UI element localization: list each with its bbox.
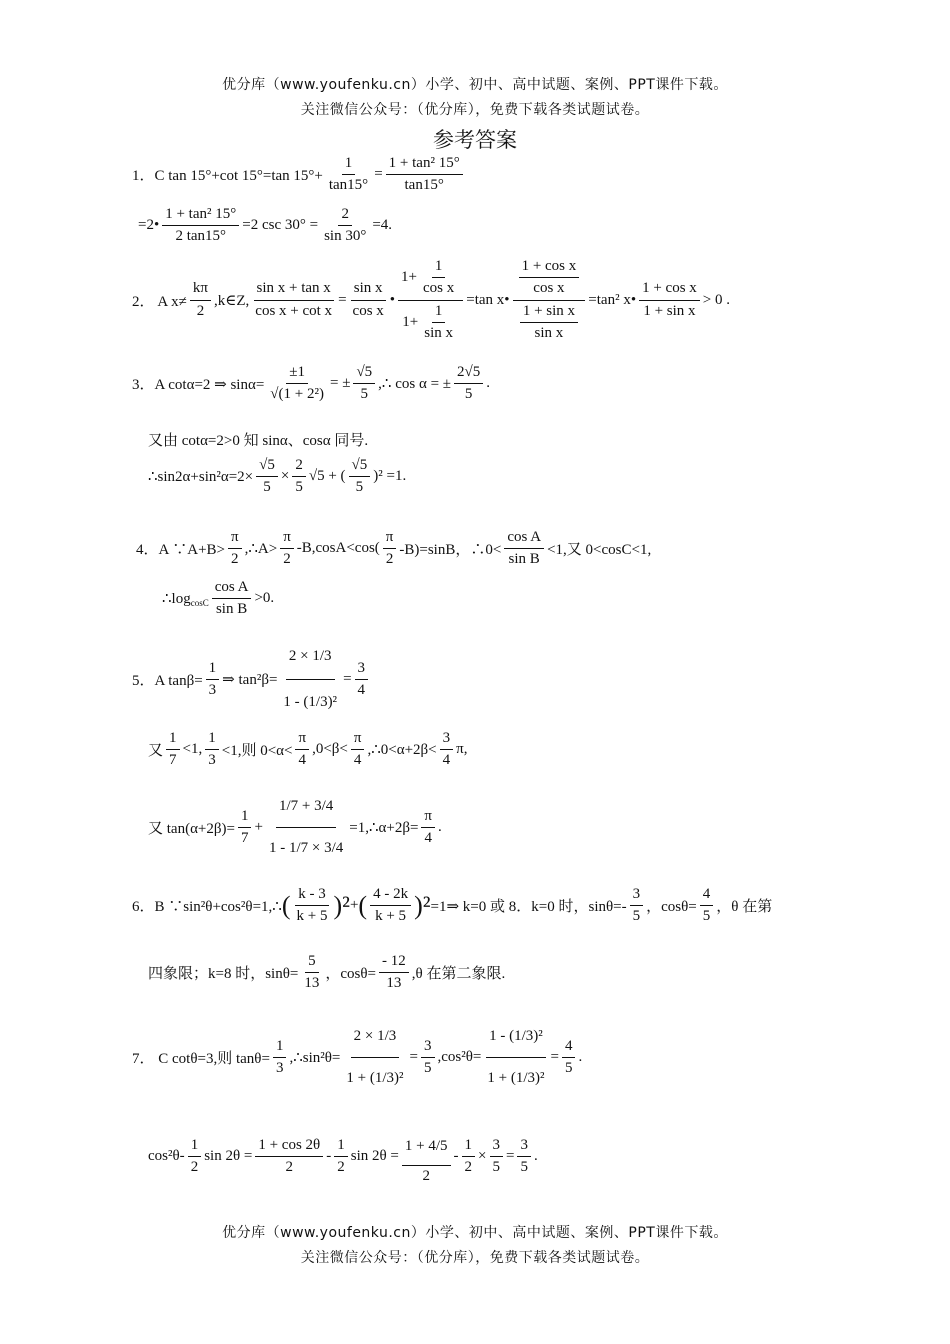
fraction	[519, 258, 580, 298]
answer-4-line-2	[162, 579, 274, 619]
fraction	[353, 364, 375, 404]
denominator: 2	[196, 302, 205, 319]
numerator: 4 - 2k	[370, 886, 411, 906]
answer-3-line-3	[148, 457, 406, 497]
text: ,∴ cos α = ±	[378, 376, 452, 393]
text: -	[453, 1148, 459, 1165]
numerator: 1 + tan² 15°	[386, 155, 463, 175]
answer-6-line-1: 6．B ∵sin²θ+cos²θ=1,∴ ( $\frac{k - 3}{k + 5}$ )² + ( $\frac{4 - 2k}{k + 5}$ )² =1⇒ k=0 或 8．k=0 时，sinθ=- $\frac{3}{5}$ ，cosθ= $\frac{4}{5}$ ，θ 在第	[132, 886, 773, 925]
fraction	[379, 953, 409, 993]
denominator: cos x + cot x	[255, 302, 333, 319]
text: = ±	[329, 375, 351, 392]
text: ,∴A>	[244, 541, 278, 558]
fraction	[520, 303, 578, 343]
text: 又由 cotα=2>0 知 sinα、cosα 同号.	[148, 433, 369, 449]
fraction	[321, 206, 369, 246]
text: ,cos²θ=	[437, 1049, 482, 1066]
denominator: 5	[464, 386, 473, 403]
text: <1,	[182, 741, 203, 758]
denominator: 5	[424, 1060, 432, 1077]
numerator: 1 + sin x	[520, 303, 578, 323]
text: ,k∈Z,	[214, 292, 250, 309]
denominator: 3	[275, 1060, 284, 1077]
footer-line-1: 优分库（www.youfenku.cn）小学、初中、高中试题、案例、PPT课件下载。	[222, 1225, 728, 1241]
fraction	[256, 457, 278, 497]
fraction	[228, 529, 242, 569]
numerator: √5	[256, 457, 278, 477]
text: ,θ 在第二象限.	[411, 966, 506, 983]
numerator: cos A	[212, 579, 252, 599]
fraction	[421, 1038, 435, 1078]
numerator: π	[295, 730, 309, 750]
text: =	[506, 1148, 515, 1165]
fraction	[266, 786, 346, 870]
fraction	[280, 634, 340, 726]
denominator: 2	[422, 1168, 430, 1185]
fraction	[188, 1137, 202, 1177]
answer-3-line-2	[148, 429, 368, 450]
text: ∴log	[162, 591, 191, 608]
denominator: 2	[190, 1159, 199, 1176]
numerator: 3	[355, 660, 369, 680]
fraction	[273, 1038, 287, 1078]
numerator: cos A	[504, 529, 544, 549]
numerator: 1	[432, 258, 446, 278]
text: ，cosθ=	[325, 966, 377, 983]
denominator: tan15°	[328, 177, 369, 194]
text: 4．A ∵A+B>	[136, 542, 226, 559]
denominator: √(1 + 2²)	[270, 386, 324, 403]
fraction	[294, 886, 331, 926]
denominator: 2	[464, 1159, 473, 1176]
denominator: tan15°	[404, 177, 444, 194]
numerator: π	[421, 808, 435, 828]
text: 1．C tan 15°+cot 15°=tan 15°+	[132, 168, 323, 185]
text: <1,又 0<cosC<1,	[547, 542, 652, 559]
denominator: sin 30°	[324, 228, 367, 245]
numerator: 1	[342, 155, 356, 175]
denominator: sin B	[508, 551, 540, 568]
fraction	[351, 730, 365, 770]
answer-5-line-2	[148, 730, 467, 770]
denominator: k + 5	[375, 908, 407, 925]
text: .	[486, 375, 490, 392]
text: =2 csc 30° =	[242, 217, 319, 234]
text: 3．A cotα=2 ⇒ sinα=	[132, 377, 265, 394]
fraction	[252, 280, 335, 320]
denominator: 2	[285, 1159, 294, 1176]
denominator: sin B	[215, 601, 248, 618]
text: 1+	[402, 313, 419, 330]
fraction	[162, 206, 239, 246]
text: √5 + (	[308, 468, 346, 485]
numerator	[513, 258, 586, 301]
numerator: sin x + tan x	[254, 280, 334, 300]
numerator: 3	[490, 1137, 504, 1157]
fraction	[295, 730, 309, 770]
numerator: 3	[517, 1137, 531, 1157]
answer-4-line-1	[136, 529, 651, 569]
fraction	[517, 1137, 531, 1177]
fraction	[383, 529, 397, 569]
numerator: π	[228, 529, 242, 549]
text: ,∴sin²θ=	[289, 1050, 341, 1067]
fraction	[334, 1137, 348, 1177]
fraction	[421, 808, 435, 848]
numerator: 1	[273, 1038, 287, 1058]
numerator: π	[383, 529, 397, 549]
denominator: 5	[355, 479, 364, 496]
denominator: k + 5	[296, 908, 328, 925]
text: ⇒ tan²β=	[222, 672, 278, 689]
numerator: 2 × 1/3	[286, 634, 335, 680]
denominator: 3	[208, 682, 217, 699]
denominator: 5	[360, 386, 369, 403]
text: > 0 .	[702, 291, 731, 308]
numerator: 4	[700, 886, 714, 906]
denominator: 5	[263, 479, 271, 496]
text: .	[438, 819, 442, 836]
numerator	[398, 258, 463, 301]
answer-1-line-2	[138, 206, 392, 246]
text: 7． C cotθ=3,则 tanθ=	[132, 1051, 270, 1068]
text: >0.	[254, 590, 275, 607]
answer-7-line-2	[148, 1128, 538, 1186]
fraction	[280, 529, 294, 569]
fraction	[355, 660, 369, 700]
text: =1,∴α+2β=	[349, 820, 419, 837]
numerator: 1 + cos x	[519, 258, 580, 278]
text: ×	[280, 468, 290, 485]
text: -	[326, 1148, 332, 1165]
denominator: 2	[231, 551, 239, 568]
denominator: 1 + (1/3)²	[487, 1070, 545, 1087]
text: •	[389, 291, 396, 308]
denominator: 4	[357, 682, 366, 699]
fraction	[206, 660, 220, 700]
numerator: 1/7 + 3/4	[276, 786, 336, 828]
text: =4.	[372, 217, 393, 234]
text: =	[343, 671, 352, 688]
fraction	[700, 886, 714, 926]
denominator: 3	[208, 752, 216, 769]
answer-5-line-1	[132, 634, 371, 726]
denominator: 2	[283, 551, 291, 568]
answer-6-line-2	[148, 953, 505, 993]
text: =	[550, 1049, 559, 1066]
text: 四象限；k=8 时，sinθ=	[148, 966, 299, 983]
text: ，cosθ=	[646, 899, 697, 916]
denominator: 5	[520, 1159, 528, 1176]
text: .	[578, 1049, 583, 1066]
denominator: 2	[385, 551, 394, 568]
denominator: 2	[337, 1159, 345, 1176]
text: 又 tan(α+2β)=	[148, 821, 235, 838]
answer-1-line-1	[132, 155, 466, 195]
numerator: 1	[205, 730, 219, 750]
numerator: 1	[432, 303, 446, 323]
fraction	[484, 1016, 547, 1100]
page-title: 参考答案	[433, 128, 517, 152]
denominator: cos x	[423, 280, 455, 297]
fraction	[420, 258, 457, 298]
fraction	[301, 953, 322, 993]
numerator: ±1	[286, 364, 308, 384]
denominator: 5	[702, 908, 711, 925]
text: +	[349, 897, 359, 914]
compound-fraction	[513, 258, 586, 342]
fraction	[504, 529, 544, 569]
denominator: sin x	[424, 324, 454, 341]
numerator: √5	[349, 457, 371, 477]
numerator: π	[280, 529, 294, 549]
text: )² =1.	[373, 468, 407, 485]
denominator: cos x	[533, 280, 565, 297]
numerator: 1 + tan² 15°	[162, 206, 239, 226]
denominator: 4	[298, 752, 307, 769]
denominator: 13	[304, 975, 320, 992]
denominator: 7	[169, 752, 177, 769]
text: ×	[478, 1148, 487, 1165]
text: .	[533, 1148, 538, 1165]
numerator: 2√5	[454, 364, 483, 384]
denominator: 4	[424, 830, 432, 847]
text: sin 2θ =	[204, 1148, 253, 1165]
numerator: kπ	[190, 280, 211, 300]
denominator: 1 - 1/7 × 3/4	[268, 840, 344, 857]
log-base: cosC	[190, 597, 209, 608]
fraction	[292, 457, 306, 497]
answer-3-line-1	[132, 364, 490, 404]
fraction	[190, 280, 211, 320]
text: =	[409, 1049, 418, 1066]
answer-2	[132, 258, 730, 342]
text: sin 2θ =	[350, 1148, 399, 1165]
fraction	[212, 579, 252, 619]
denominator: 7	[240, 830, 249, 847]
text: 1+	[401, 269, 418, 286]
numerator: 2	[292, 457, 306, 477]
numerator: 1 - (1/3)²	[486, 1016, 546, 1058]
fraction	[349, 457, 371, 497]
text: =tan² x•	[588, 291, 637, 308]
fraction	[562, 1038, 576, 1078]
numerator: 1 + 4/5	[402, 1128, 451, 1166]
fraction	[630, 886, 644, 926]
text: =tan x•	[466, 291, 510, 308]
fraction	[267, 364, 327, 404]
fraction	[350, 280, 387, 320]
footer-line-2: 关注微信公众号：（优分库），免费下载各类试题试卷。	[300, 1250, 650, 1266]
answer-5-line-3: 又 tan(α+2β)= $\frac{1}{7}$ + $\frac{1/7 + 3/4}{1 - 1/7 \times 3/4}$ =1,∴α+2β= $\frac{\pi}{4}$ .	[148, 786, 442, 870]
text: =	[374, 166, 383, 183]
fraction	[454, 364, 483, 404]
numerator: 1	[462, 1137, 476, 1157]
denominator: 1 + sin x	[643, 302, 696, 319]
fraction	[462, 1137, 476, 1177]
compound-fraction	[398, 258, 463, 342]
denominator: cos x	[352, 302, 384, 319]
numerator: √5	[353, 364, 375, 384]
text: =1⇒ k=0 或 8．k=0 时，sinθ=-	[430, 899, 627, 916]
fraction	[386, 155, 463, 195]
denominator: 13	[386, 975, 402, 992]
denominator: 5	[492, 1159, 500, 1176]
text: -B)=sinB，∴0<	[399, 542, 502, 559]
text: ,0<β<	[312, 741, 348, 758]
text: 5．A tanβ=	[132, 673, 203, 690]
denominator: 2 tan15°	[175, 228, 227, 245]
numerator: 2	[338, 206, 352, 226]
fraction	[639, 280, 700, 320]
fraction	[490, 1137, 504, 1177]
numerator: sin x	[351, 280, 386, 300]
numerator: 3	[630, 886, 644, 906]
text: -B,cosA<cos(	[296, 540, 380, 557]
denominator: 4	[353, 752, 362, 769]
numerator: 3	[421, 1038, 435, 1058]
fraction	[402, 1128, 451, 1186]
denominator: 5	[295, 479, 303, 496]
fraction	[326, 155, 371, 195]
header-line-2: 关注微信公众号：（优分库），免费下载各类试题试卷。	[300, 102, 650, 118]
fraction	[205, 730, 219, 770]
denominator: sin x	[534, 324, 564, 341]
numerator: 1	[188, 1137, 202, 1157]
fraction	[370, 886, 411, 926]
fraction	[255, 1137, 323, 1177]
denominator: 1 + (1/3)²	[346, 1070, 404, 1087]
numerator: 1	[166, 730, 180, 750]
denominator: 1 - (1/3)²	[283, 694, 338, 711]
denominator	[399, 301, 462, 343]
numerator: 1 + cos x	[639, 280, 700, 300]
text: =2•	[138, 217, 160, 234]
text: π,	[456, 741, 468, 758]
text: <1,则 0<α<	[221, 743, 293, 760]
text: ，θ 在第	[716, 899, 773, 916]
numerator: 1	[334, 1137, 348, 1157]
numerator: 3	[440, 730, 454, 750]
numerator: k - 3	[295, 886, 329, 906]
text: cos²θ-	[148, 1148, 185, 1165]
text: ∴sin2α+sin²α=2×	[148, 469, 254, 486]
numerator: 1 + cos 2θ	[255, 1137, 323, 1157]
fraction	[343, 1016, 406, 1100]
numerator: 1	[206, 660, 220, 680]
numerator: 2 × 1/3	[351, 1016, 400, 1058]
numerator: π	[351, 730, 365, 750]
text: =	[338, 291, 347, 308]
text: 2． A x≠	[132, 293, 187, 310]
numerator: 4	[562, 1038, 576, 1058]
numerator: 1	[238, 808, 252, 828]
fraction	[421, 303, 456, 343]
denominator: 4	[442, 752, 451, 769]
fraction	[166, 730, 180, 770]
answer-7-line-1	[132, 1016, 582, 1100]
numerator: - 12	[379, 953, 409, 973]
fraction	[440, 730, 454, 770]
denominator: 5	[564, 1060, 573, 1077]
text: 6．B ∵sin²θ+cos²θ=1,∴	[132, 899, 282, 916]
fraction	[238, 808, 252, 848]
denominator: 5	[632, 908, 641, 925]
numerator: 5	[305, 953, 319, 973]
denominator	[514, 301, 584, 343]
text: ,∴0<α+2β<	[367, 742, 437, 759]
text: 又	[148, 743, 164, 760]
header-line-1: 优分库（www.youfenku.cn）小学、初中、高中试题、案例、PPT课件下载。	[222, 77, 728, 93]
